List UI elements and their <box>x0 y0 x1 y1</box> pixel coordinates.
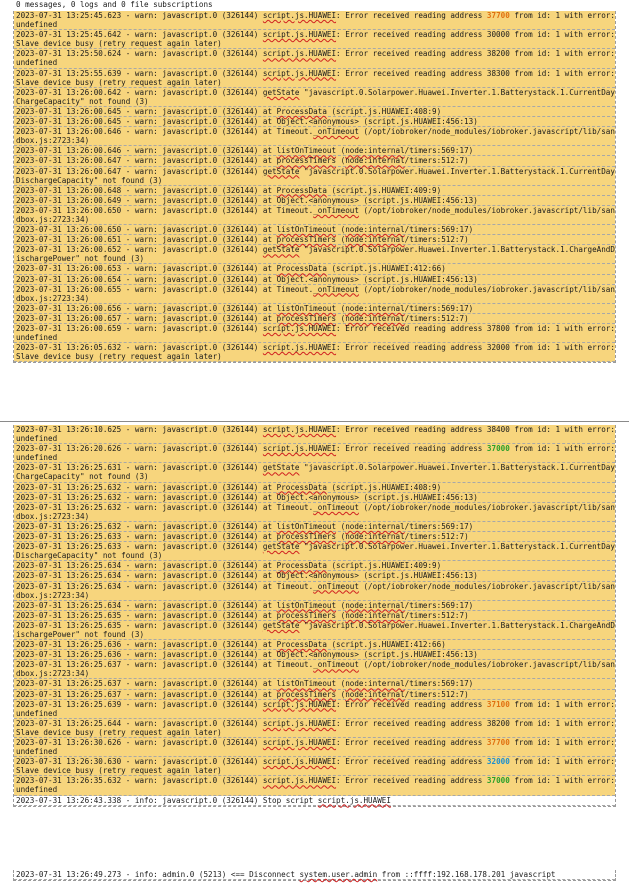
log-entry <box>14 522 615 532</box>
log-text: ( <box>336 600 346 610</box>
log-prefix: 2023-07-31 13:26:00.650 - warn: javascript.0 (326144) <box>16 225 263 235</box>
log-text: /timers:569:17) <box>404 225 474 235</box>
log-identifier: node:internal <box>345 532 405 542</box>
log-entry <box>14 107 615 117</box>
log-identifier: listOnTimeout <box>276 521 337 531</box>
log-prefix: 2023-07-31 13:26:00.656 - warn: javascript.0 (326144) <box>16 303 263 313</box>
log-prefix: 2023-07-31 13:26:00.651 - warn: javascript.0 (326144) <box>16 235 263 245</box>
log-prefix: 2023-07-31 13:26:00.654 - warn: javascript.0 (326144) <box>16 274 263 284</box>
log-identifier: listOnTimeout <box>276 225 337 235</box>
log-identifier: ProcessData <box>276 561 327 571</box>
log-entry <box>14 463 615 482</box>
log-identifier: node:internal <box>345 679 405 689</box>
log-identifier: processTimers <box>276 313 337 323</box>
log-identifier: listOnTimeout <box>276 146 337 156</box>
log-text: "javascript.0.Solarpower.Huawei.Inverter.1.Batterystack.1.ChargeAndDischargePower" not found (3) <box>16 245 615 264</box>
log-prefix: 2023-07-31 13:26:00.646 - warn: javascript.0 (326144) <box>16 146 263 156</box>
log-text: at <box>262 610 277 620</box>
log-text: : Error received reading address 30000 from id: 1 with error: Slave device busy (retry request again later) <box>16 30 620 49</box>
log-entry <box>14 776 620 795</box>
log-text: at <box>262 146 277 156</box>
log-entry <box>14 304 615 314</box>
log-text: Stop script <box>262 795 318 805</box>
log-identifier: script.js.HUAWEI <box>262 324 337 333</box>
log-prefix: 2023-07-31 13:26:25.631 - warn: javascript.0 (326144) <box>16 463 263 473</box>
log-text: at <box>262 303 277 313</box>
log-text: at Object.<anonymous> (script.js.HUAWEI:456:13) <box>262 117 478 127</box>
log-entry <box>14 483 615 493</box>
log-entry <box>14 343 620 362</box>
log-prefix: 2023-07-31 13:26:25.634 - warn: javascript.0 (326144) <box>16 600 263 610</box>
log-prefix: 2023-07-31 13:26:35.632 - warn: javascript.0 (326144) <box>16 776 263 786</box>
log-text: at <box>262 532 277 542</box>
log-entry <box>14 796 615 806</box>
log-identifier: script.js.HUAWEI <box>262 757 337 767</box>
log-entry <box>14 225 615 235</box>
log-identifier: getState <box>262 542 300 552</box>
log-text: at <box>262 106 277 116</box>
log-text: (/opt/iobroker/node_modules/iobroker.javascript/lib/sandbox.js:2723:34) <box>16 502 615 521</box>
log-identifier: processTimers <box>276 610 337 620</box>
log-identifier: script.js.HUAWEI <box>262 30 337 40</box>
log-text: "javascript.0.Solarpower.Huawei.Inverter.1.Batterystack.1.CurrentDayChargeCapacity" not found (3) <box>16 463 615 482</box>
log-text: at <box>262 561 277 571</box>
log-text: (script.js.HUAWEI:409:9) <box>326 185 442 195</box>
log-entry <box>14 245 615 264</box>
log-text: (script.js.HUAWEI:412:66) <box>326 640 446 650</box>
log-prefix: 2023-07-31 13:26:25.632 - warn: javascript.0 (326144) <box>16 492 263 502</box>
log-text: : Error received reading address <box>336 444 487 454</box>
log-text: at Timeout. <box>262 127 314 137</box>
log-text: : Error received reading address <box>336 699 487 709</box>
log-entry <box>14 167 615 186</box>
log-prefix: 2023-07-31 13:26:00.648 - warn: javascript.0 (326144) <box>16 185 263 195</box>
log-text: at <box>262 600 277 610</box>
log-entry <box>14 621 615 640</box>
log-text: /timers:512:7) <box>404 313 469 323</box>
log-block-2 <box>13 425 620 807</box>
block-separator <box>0 421 629 422</box>
log-text: ( <box>336 303 346 313</box>
log-entry <box>14 444 620 463</box>
log-entry <box>14 275 615 285</box>
highlighted-address: 37700 <box>486 738 510 747</box>
log-text: at <box>262 640 277 650</box>
log-text: from id: 1 with error: undefined <box>16 11 620 30</box>
log-identifier: node:internal <box>345 235 405 245</box>
log-text: at Object.<anonymous> (script.js.HUAWEI:456:13) <box>262 274 478 284</box>
highlighted-address: 37000 <box>486 444 510 454</box>
log-text: ( <box>336 235 346 245</box>
log-text: at <box>262 313 277 323</box>
log-text: /timers:512:7) <box>404 532 469 542</box>
log-prefix: 2023-07-31 13:26:10.625 - warn: javascript.0 (326144) <box>16 425 263 434</box>
log-prefix: 2023-07-31 13:26:00.645 - warn: javascript.0 (326144) <box>16 106 263 116</box>
log-prefix: 2023-07-31 13:26:00.646 - warn: javascript.0 (326144) <box>16 127 263 137</box>
log-identifier: getState <box>262 620 300 630</box>
log-text: (/opt/iobroker/node_modules/iobroker.javascript/lib/sandbox.js:2723:34) <box>16 581 615 600</box>
log-text: (/opt/iobroker/node_modules/iobroker.javascript/lib/sandbox.js:2723:34) <box>16 660 615 679</box>
log-text: at <box>262 482 277 492</box>
log-entry <box>14 493 615 503</box>
log-identifier: script.js.HUAWEI <box>262 738 337 747</box>
log-entry <box>14 206 615 225</box>
log-prefix: 2023-07-31 13:26:00.653 - warn: javascript.0 (326144) <box>16 264 263 274</box>
log-entry <box>14 127 615 146</box>
log-identifier: script.js.HUAWEI <box>262 776 337 786</box>
log-entry <box>14 561 615 571</box>
log-entry <box>14 542 615 561</box>
log-prefix: 2023-07-31 13:26:25.632 - warn: javascript.0 (326144) <box>16 502 263 512</box>
log-text: : Error received reading address <box>336 776 487 786</box>
subscription-status: 0 messages, 0 logs and 0 file subscriptions <box>16 0 213 9</box>
log-text: ( <box>336 689 346 699</box>
log-entry <box>14 611 615 621</box>
log-text: : Error received reading address <box>336 757 487 767</box>
log-text: at Object.<anonymous> (script.js.HUAWEI:456:13) <box>262 195 478 205</box>
log-text: (script.js.HUAWEI:408:9) <box>326 106 442 116</box>
log-text: at Timeout. <box>262 660 314 670</box>
log-text: : Error received reading address <box>336 11 487 20</box>
log-entry <box>14 870 615 880</box>
log-prefix: 2023-07-31 13:26:25.644 - warn: javascript.0 (326144) <box>16 718 263 728</box>
log-identifier: node:internal <box>345 225 405 235</box>
log-text: at <box>262 521 277 531</box>
log-text: from id: 1 with error: Slave device busy (retry request again later) <box>16 757 620 776</box>
log-identifier: processTimers <box>276 689 337 699</box>
log-prefix: 2023-07-31 13:25:55.639 - warn: javascript.0 (326144) <box>16 68 263 78</box>
log-text: at Object.<anonymous> (script.js.HUAWEI:456:13) <box>262 650 478 660</box>
log-entry <box>14 650 615 660</box>
log-entry <box>14 690 615 700</box>
log-text: at <box>262 689 277 699</box>
log-identifier: listOnTimeout <box>276 303 337 313</box>
log-identifier: script.js.HUAWEI <box>262 718 337 728</box>
log-entry <box>14 264 615 274</box>
log-identifier: _onTimeout <box>313 205 359 215</box>
log-text: : Error received reading address 38200 from id: 1 with error: Slave device busy (retry request again later) <box>16 718 620 737</box>
log-text: "javascript.0.Solarpower.Huawei.Inverter.1.Batterystack.1.CurrentDayChargeCapacity" not found (3) <box>16 87 615 106</box>
log-identifier: _onTimeout <box>313 284 359 294</box>
log-prefix: 2023-07-31 13:26:00.659 - warn: javascript.0 (326144) <box>16 324 263 333</box>
log-entry <box>14 30 620 49</box>
log-text: at <box>262 156 277 166</box>
log-text: (/opt/iobroker/node_modules/iobroker.javascript/lib/sandbox.js:2723:34) <box>16 284 615 303</box>
log-text: ( <box>336 156 346 166</box>
log-identifier: script.js.HUAWEI <box>262 343 337 353</box>
log-block-1 <box>13 11 620 363</box>
log-text: at Timeout. <box>262 581 314 591</box>
log-prefix: 2023-07-31 13:26:25.634 - warn: javascript.0 (326144) <box>16 581 263 591</box>
log-text: ( <box>336 532 346 542</box>
log-identifier: script.js.HUAWEI <box>317 795 391 805</box>
log-identifier: script.js.HUAWEI <box>262 425 337 434</box>
log-prefix: 2023-07-31 13:26:00.655 - warn: javascript.0 (326144) <box>16 284 263 294</box>
log-text: (/opt/iobroker/node_modules/iobroker.javascript/lib/sandbox.js:2723:34) <box>16 205 615 224</box>
log-text: from id: 1 with error: undefined <box>16 738 620 757</box>
log-text: from id: 1 with error: undefined <box>16 444 620 463</box>
log-prefix: 2023-07-31 13:26:30.630 - warn: javascript.0 (326144) <box>16 757 263 767</box>
log-prefix: 2023-07-31 13:26:25.633 - warn: javascript.0 (326144) <box>16 532 263 542</box>
highlighted-address: 37000 <box>486 776 510 786</box>
log-prefix: 2023-07-31 13:26:25.635 - warn: javascript.0 (326144) <box>16 620 263 630</box>
log-identifier: ProcessData <box>276 264 327 274</box>
log-entry <box>14 699 620 719</box>
log-identifier: ProcessData <box>276 185 327 195</box>
log-identifier: node:internal <box>345 521 405 531</box>
log-entry <box>14 757 620 776</box>
log-text: /timers:512:7) <box>404 610 469 620</box>
log-identifier: node:internal <box>345 689 405 699</box>
log-text: /timers:569:17) <box>404 146 474 156</box>
log-entry <box>14 571 615 581</box>
log-identifier: node:internal <box>345 600 405 610</box>
log-entry <box>14 68 620 88</box>
log-entry <box>14 324 620 343</box>
log-entry <box>14 738 620 757</box>
highlighted-address: 32000 <box>486 757 510 767</box>
log-text: "javascript.0.Solarpower.Huawei.Inverter.1.Batterystack.1.CurrentDayDischargeCapacity" not found (3) <box>16 166 615 185</box>
log-prefix: 2023-07-31 13:26:49.273 - info: admin.0 (5213) <box>16 870 231 879</box>
log-prefix: 2023-07-31 13:26:00.645 - warn: javascript.0 (326144) <box>16 117 263 127</box>
log-entry <box>14 660 615 679</box>
log-text: ( <box>336 521 346 531</box>
log-entry <box>14 235 615 245</box>
log-identifier: _onTimeout <box>313 660 359 670</box>
log-text: "javascript.0.Solarpower.Huawei.Inverter.1.Batterystack.1.ChargeAndDischargePower" not found (3) <box>16 620 615 639</box>
log-text: : Error received reading address 38300 from id: 1 with error: Slave device busy (retry request again later) <box>16 68 620 87</box>
log-text: from ::ffff:192.168.178.201 javascript <box>377 870 556 879</box>
log-prefix: 2023-07-31 13:26:25.632 - warn: javascript.0 (326144) <box>16 482 263 492</box>
log-text: (/opt/iobroker/node_modules/iobroker.javascript/lib/sandbox.js:2723:34) <box>16 127 615 146</box>
log-entry <box>14 679 615 689</box>
log-prefix: 2023-07-31 13:26:25.637 - warn: javascript.0 (326144) <box>16 689 263 699</box>
log-text: ( <box>336 225 346 235</box>
log-identifier: node:internal <box>345 156 405 166</box>
log-prefix: 2023-07-31 13:26:25.639 - warn: javascript.0 (326144) <box>16 699 263 709</box>
log-prefix: 2023-07-31 13:26:00.650 - warn: javascript.0 (326144) <box>16 205 263 215</box>
log-entry <box>14 117 615 127</box>
log-prefix: 2023-07-31 13:25:45.642 - warn: javascript.0 (326144) <box>16 30 263 40</box>
log-identifier: script.js.HUAWEI <box>262 49 337 59</box>
log-text: : Error received reading address 38400 from id: 1 with error: undefined <box>16 425 620 444</box>
log-text: at Timeout. <box>262 502 314 512</box>
log-identifier: node:internal <box>345 146 405 156</box>
log-text: at Object.<anonymous> (script.js.HUAWEI:456:13) <box>262 571 478 581</box>
log-entry <box>14 425 620 444</box>
log-text: at <box>262 235 277 245</box>
log-entry <box>14 582 615 601</box>
log-prefix: 2023-07-31 13:26:00.647 - warn: javascript.0 (326144) <box>16 166 263 176</box>
log-text: : Error received reading address 37800 from id: 1 with error: undefined <box>16 324 620 343</box>
log-identifier: getState <box>262 463 300 473</box>
log-prefix: 2023-07-31 13:26:20.626 - warn: javascript.0 (326144) <box>16 444 263 454</box>
log-identifier: processTimers <box>276 532 337 542</box>
log-text: <== Disconnect <box>230 870 300 879</box>
log-text: at <box>262 264 277 274</box>
log-text: (script.js.HUAWEI:409:9) <box>326 561 442 571</box>
log-entry <box>14 640 615 650</box>
log-entry <box>14 186 615 196</box>
log-text: /timers:512:7) <box>404 689 469 699</box>
log-prefix: 2023-07-31 13:26:25.632 - warn: javascript.0 (326144) <box>16 521 263 531</box>
log-prefix: 2023-07-31 13:25:45.623 - warn: javascript.0 (326144) <box>16 11 263 20</box>
log-entry <box>14 601 615 611</box>
log-text: at <box>262 185 277 195</box>
log-identifier: _onTimeout <box>313 581 359 591</box>
log-entry <box>14 49 620 68</box>
log-identifier: node:internal <box>345 303 405 313</box>
log-identifier: ProcessData <box>276 482 327 492</box>
log-identifier: listOnTimeout <box>276 679 337 689</box>
log-entry <box>14 718 620 738</box>
log-identifier: _onTimeout <box>313 502 359 512</box>
log-identifier: node:internal <box>345 313 405 323</box>
log-prefix: 2023-07-31 13:26:43.338 - info: javascript.0 (326144) <box>16 795 263 805</box>
log-identifier: getState <box>262 87 300 97</box>
highlighted-address: 37100 <box>486 699 510 709</box>
log-prefix: 2023-07-31 13:26:25.634 - warn: javascript.0 (326144) <box>16 561 263 571</box>
log-text: /timers:512:7) <box>404 156 469 166</box>
log-identifier: ProcessData <box>276 106 327 116</box>
log-text: : Error received reading address <box>336 738 487 747</box>
log-entry <box>14 146 615 156</box>
log-prefix: 2023-07-31 13:26:25.637 - warn: javascript.0 (326144) <box>16 679 263 689</box>
log-text: "javascript.0.Solarpower.Huawei.Inverter.1.Batterystack.1.CurrentDayDischargeCapacity" not found (3) <box>16 542 615 561</box>
log-block-3 <box>13 870 616 881</box>
log-text: at Timeout. <box>262 284 314 294</box>
log-identifier: script.js.HUAWEI <box>262 11 337 20</box>
log-entry <box>14 503 615 522</box>
log-text: at <box>262 679 277 689</box>
log-text: ( <box>336 679 346 689</box>
log-prefix: 2023-07-31 13:26:00.652 - warn: javascript.0 (326144) <box>16 245 263 255</box>
log-text: /timers:569:17) <box>404 303 474 313</box>
log-text: /timers:569:17) <box>404 679 474 689</box>
log-identifier: node:internal <box>345 610 405 620</box>
log-prefix: 2023-07-31 13:26:00.642 - warn: javascript.0 (326144) <box>16 87 263 97</box>
log-prefix: 2023-07-31 13:26:25.633 - warn: javascript.0 (326144) <box>16 542 263 552</box>
log-identifier: getState <box>262 245 300 255</box>
log-prefix: 2023-07-31 13:26:00.647 - warn: javascript.0 (326144) <box>16 156 263 166</box>
log-identifier: script.js.HUAWEI <box>262 68 337 78</box>
log-identifier: ProcessData <box>276 640 327 650</box>
highlighted-address: 37700 <box>486 11 510 20</box>
log-entry <box>14 156 615 166</box>
log-identifier: processTimers <box>276 156 337 166</box>
log-text: at Timeout. <box>262 205 314 215</box>
log-text: at <box>262 225 277 235</box>
log-text: (script.js.HUAWEI:408:9) <box>326 482 442 492</box>
log-prefix: 2023-07-31 13:25:50.624 - warn: javascript.0 (326144) <box>16 49 263 59</box>
log-prefix: 2023-07-31 13:26:00.657 - warn: javascript.0 (326144) <box>16 313 263 323</box>
log-prefix: 2023-07-31 13:26:25.636 - warn: javascript.0 (326144) <box>16 650 263 660</box>
log-prefix: 2023-07-31 13:26:25.635 - warn: javascript.0 (326144) <box>16 610 263 620</box>
log-prefix: 2023-07-31 13:26:25.634 - warn: javascript.0 (326144) <box>16 571 263 581</box>
log-text: /timers:569:17) <box>404 521 474 531</box>
log-entry <box>14 285 615 304</box>
log-text: : Error received reading address 38200 from id: 1 with error: undefined <box>16 49 620 68</box>
log-identifier: _onTimeout <box>313 127 359 137</box>
log-prefix: 2023-07-31 13:26:30.626 - warn: javascript.0 (326144) <box>16 738 263 747</box>
log-identifier: system.user.admin <box>299 870 378 879</box>
log-identifier: script.js.HUAWEI <box>262 699 337 709</box>
log-text: from id: 1 with error: undefined <box>16 776 620 795</box>
log-prefix: 2023-07-31 13:26:25.637 - warn: javascript.0 (326144) <box>16 660 263 670</box>
log-prefix: 2023-07-31 13:26:25.636 - warn: javascript.0 (326144) <box>16 640 263 650</box>
log-identifier: processTimers <box>276 235 337 245</box>
log-text: /timers:569:17) <box>404 600 474 610</box>
log-text: from id: 1 with error: undefined <box>16 699 620 718</box>
log-identifier: script.js.HUAWEI <box>262 444 337 454</box>
log-text: : Error received reading address 32000 from id: 1 with error: Slave device busy (retry request again later) <box>16 343 620 362</box>
log-text: at Object.<anonymous> (script.js.HUAWEI:456:13) <box>262 492 478 502</box>
log-identifier: listOnTimeout <box>276 600 337 610</box>
log-entry <box>14 196 615 206</box>
log-entry <box>14 532 615 542</box>
log-text: (script.js.HUAWEI:412:66) <box>326 264 446 274</box>
log-identifier: getState <box>262 166 300 176</box>
log-prefix: 2023-07-31 13:26:00.649 - warn: javascript.0 (326144) <box>16 195 263 205</box>
log-text: ( <box>336 610 346 620</box>
log-entry <box>14 11 620 30</box>
log-text: /timers:512:7) <box>404 235 469 245</box>
log-text: ( <box>336 146 346 156</box>
log-prefix: 2023-07-31 13:26:05.632 - warn: javascript.0 (326144) <box>16 343 263 353</box>
log-entry <box>14 314 615 324</box>
log-text: ( <box>336 313 346 323</box>
log-entry <box>14 88 615 107</box>
